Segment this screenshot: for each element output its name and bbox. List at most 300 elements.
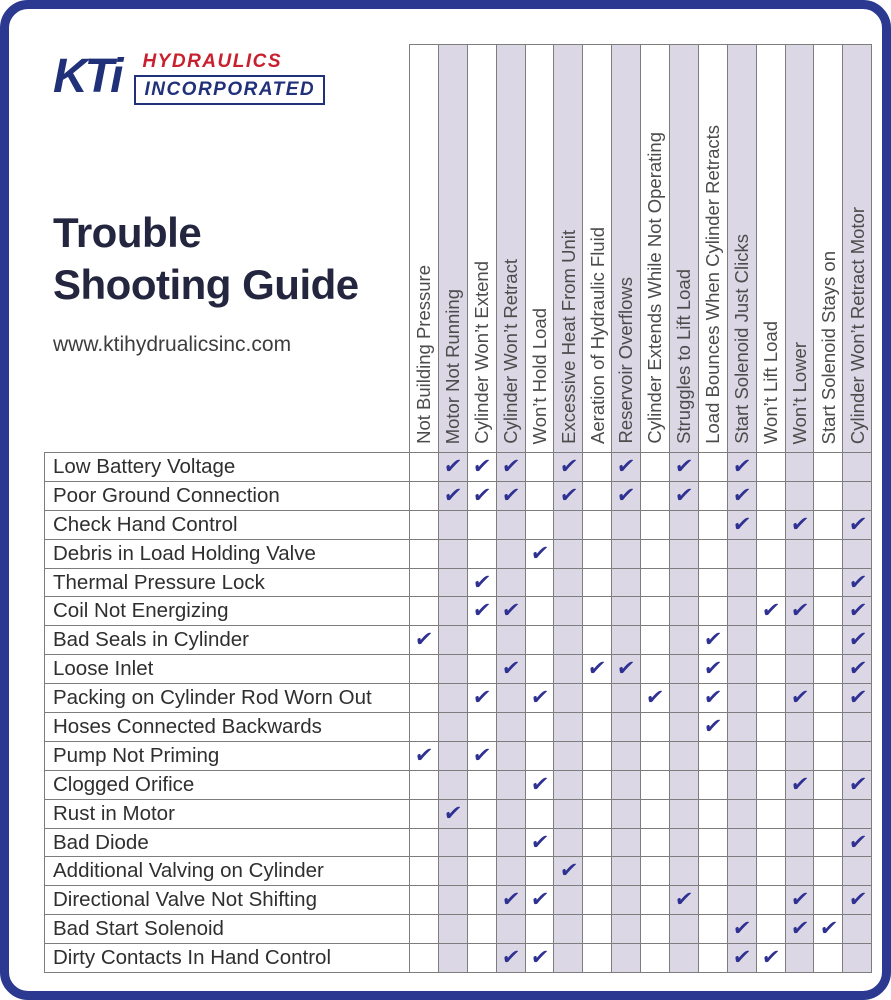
check-icon: ✔ — [846, 829, 868, 854]
matrix-cell — [438, 799, 467, 828]
matrix-cell — [496, 713, 525, 742]
matrix-cell — [467, 539, 496, 568]
matrix-cell — [698, 944, 727, 973]
matrix-cell — [410, 481, 439, 510]
matrix-cell — [438, 626, 467, 655]
matrix-cell — [525, 741, 554, 770]
matrix-cell — [583, 597, 612, 626]
matrix-cell — [612, 770, 641, 799]
matrix-corner — [45, 45, 410, 453]
matrix-cell — [496, 915, 525, 944]
matrix-cell — [583, 741, 612, 770]
matrix-cell — [641, 568, 670, 597]
matrix-cell — [525, 944, 554, 973]
check-icon: ✔ — [586, 656, 608, 681]
matrix-cell — [496, 510, 525, 539]
matrix-cell — [756, 915, 785, 944]
column-header — [467, 45, 496, 453]
column-header-label: Load Bounces When Cylinder Retracts — [702, 125, 724, 444]
matrix-cell — [698, 799, 727, 828]
matrix-cell — [438, 655, 467, 684]
matrix-cell — [467, 944, 496, 973]
check-icon: ✔ — [846, 627, 868, 652]
check-icon: ✔ — [731, 916, 753, 941]
row-label: Dirty Contacts In Hand Control — [45, 944, 410, 973]
row-label: Debris in Load Holding Valve — [45, 539, 410, 568]
matrix-cell — [756, 453, 785, 482]
matrix-cell — [438, 597, 467, 626]
check-icon: ✔ — [789, 887, 811, 912]
matrix-cell — [843, 857, 872, 886]
check-icon: ✔ — [789, 771, 811, 796]
matrix-cell — [814, 713, 843, 742]
matrix-cell — [525, 828, 554, 857]
matrix-cell — [467, 568, 496, 597]
matrix-cell — [785, 741, 814, 770]
matrix-cell — [410, 626, 439, 655]
matrix-cell — [756, 626, 785, 655]
matrix-cell — [438, 857, 467, 886]
matrix-cell — [410, 944, 439, 973]
matrix-cell — [727, 828, 756, 857]
check-icon: ✔ — [846, 685, 868, 710]
matrix-cell — [670, 713, 699, 742]
matrix-cell — [467, 770, 496, 799]
column-header-label: Won’t Hold Load — [528, 307, 550, 444]
matrix-cell — [525, 510, 554, 539]
matrix-cell — [525, 857, 554, 886]
matrix-cell — [670, 510, 699, 539]
matrix-cell — [525, 886, 554, 915]
matrix-cell — [410, 568, 439, 597]
matrix-cell — [438, 915, 467, 944]
matrix-cell — [670, 944, 699, 973]
matrix-row — [45, 626, 872, 655]
matrix-cell — [612, 713, 641, 742]
matrix-cell — [727, 857, 756, 886]
matrix-cell — [843, 886, 872, 915]
matrix-cell — [467, 857, 496, 886]
row-label: Bad Seals in Cylinder — [45, 626, 410, 655]
matrix-cell — [410, 915, 439, 944]
column-header-label: Excessive Heat From Unit — [557, 230, 579, 444]
check-icon: ✔ — [529, 829, 551, 854]
matrix-cell — [814, 915, 843, 944]
matrix-row — [45, 915, 872, 944]
check-icon: ✔ — [789, 685, 811, 710]
check-icon: ✔ — [760, 598, 782, 623]
row-label: Rust in Motor — [45, 799, 410, 828]
matrix-cell — [814, 886, 843, 915]
matrix-cell — [583, 684, 612, 713]
matrix-cell — [554, 626, 583, 655]
column-header-label: Cylinder Won’t Retract Motor — [846, 206, 868, 444]
matrix-cell — [727, 713, 756, 742]
matrix-cell — [814, 453, 843, 482]
matrix-cell — [756, 510, 785, 539]
matrix-cell — [641, 915, 670, 944]
matrix-cell — [583, 799, 612, 828]
check-icon: ✔ — [471, 742, 493, 767]
check-icon: ✔ — [789, 511, 811, 536]
matrix-cell — [698, 713, 727, 742]
column-header — [438, 45, 467, 453]
matrix-cell — [410, 857, 439, 886]
check-icon: ✔ — [413, 627, 435, 652]
matrix-cell — [525, 539, 554, 568]
matrix-cell — [814, 597, 843, 626]
matrix-cell — [583, 626, 612, 655]
matrix-cell — [756, 828, 785, 857]
logo-incorporated-text: INCORPORATED — [134, 77, 325, 105]
matrix-cell — [670, 626, 699, 655]
matrix-cell — [727, 944, 756, 973]
matrix-cell — [438, 828, 467, 857]
matrix-cell — [670, 857, 699, 886]
matrix-cell — [612, 799, 641, 828]
matrix-cell — [670, 655, 699, 684]
matrix-cell — [727, 886, 756, 915]
matrix-cell — [641, 539, 670, 568]
matrix-cell — [612, 886, 641, 915]
matrix-cell — [583, 510, 612, 539]
matrix-cell — [756, 799, 785, 828]
matrix-cell — [554, 453, 583, 482]
matrix-cell — [670, 568, 699, 597]
matrix-cell — [727, 799, 756, 828]
matrix-cell — [612, 626, 641, 655]
column-header — [641, 45, 670, 453]
column-header — [727, 45, 756, 453]
column-header-label: Won’t Lift Load — [759, 320, 781, 444]
matrix-cell — [612, 510, 641, 539]
row-label: Pump Not Priming — [45, 741, 410, 770]
check-icon: ✔ — [529, 685, 551, 710]
matrix-cell — [727, 539, 756, 568]
matrix-cell — [727, 568, 756, 597]
matrix-cell — [814, 684, 843, 713]
matrix-cell — [583, 770, 612, 799]
matrix-cell — [583, 713, 612, 742]
matrix-cell — [641, 886, 670, 915]
matrix-cell — [727, 597, 756, 626]
check-icon: ✔ — [471, 453, 493, 478]
matrix-cell — [554, 481, 583, 510]
column-header-label: Start Solenoid Just Clicks — [731, 234, 753, 444]
matrix-cell — [698, 828, 727, 857]
matrix-cell — [814, 770, 843, 799]
row-label: Coil Not Energizing — [45, 597, 410, 626]
matrix-cell — [814, 539, 843, 568]
column-header-label: Won’t Lower — [788, 341, 810, 444]
check-icon: ✔ — [500, 656, 522, 681]
matrix-cell — [496, 770, 525, 799]
matrix-cell — [727, 453, 756, 482]
column-header-label: Start Solenoid Stays on — [817, 250, 839, 444]
matrix-cell — [410, 799, 439, 828]
matrix-cell — [727, 915, 756, 944]
matrix-cell — [756, 481, 785, 510]
matrix-cell — [467, 453, 496, 482]
matrix-row — [45, 597, 872, 626]
matrix-cell — [641, 857, 670, 886]
check-icon: ✔ — [702, 713, 724, 738]
matrix-cell — [410, 655, 439, 684]
matrix-cell — [843, 655, 872, 684]
matrix-cell — [641, 453, 670, 482]
row-label: Poor Ground Connection — [45, 481, 410, 510]
check-icon: ✔ — [673, 887, 695, 912]
matrix-cell — [843, 626, 872, 655]
matrix-row — [45, 857, 872, 886]
check-icon: ✔ — [529, 771, 551, 796]
matrix-cell — [496, 568, 525, 597]
column-header-label: Not Building Pressure — [413, 265, 435, 444]
matrix-cell — [698, 684, 727, 713]
check-icon: ✔ — [846, 598, 868, 623]
matrix-cell — [641, 626, 670, 655]
matrix-cell — [583, 944, 612, 973]
matrix-cell — [525, 626, 554, 655]
matrix-cell — [554, 770, 583, 799]
column-header-label: Cylinder Won’t Retract — [499, 259, 521, 444]
matrix-cell — [727, 741, 756, 770]
matrix-cell — [410, 741, 439, 770]
check-icon: ✔ — [471, 685, 493, 710]
check-icon: ✔ — [673, 482, 695, 507]
matrix-row — [45, 944, 872, 973]
matrix-cell — [698, 568, 727, 597]
matrix-row — [45, 655, 872, 684]
matrix-cell — [670, 886, 699, 915]
column-header — [843, 45, 872, 453]
matrix-cell — [727, 770, 756, 799]
matrix-cell — [670, 453, 699, 482]
matrix-cell — [438, 481, 467, 510]
matrix-cell — [814, 626, 843, 655]
matrix-cell — [612, 828, 641, 857]
matrix-cell — [670, 684, 699, 713]
matrix-cell — [467, 799, 496, 828]
matrix-cell — [641, 684, 670, 713]
matrix-cell — [583, 886, 612, 915]
matrix-cell — [785, 597, 814, 626]
matrix-cell — [785, 684, 814, 713]
check-icon: ✔ — [529, 887, 551, 912]
matrix-cell — [698, 770, 727, 799]
row-label: Thermal Pressure Lock — [45, 568, 410, 597]
check-icon: ✔ — [442, 800, 464, 825]
row-label: Bad Diode — [45, 828, 410, 857]
check-icon: ✔ — [731, 453, 753, 478]
matrix-cell — [612, 944, 641, 973]
check-icon: ✔ — [529, 540, 551, 565]
check-icon: ✔ — [731, 482, 753, 507]
matrix-row — [45, 684, 872, 713]
matrix-cell — [583, 857, 612, 886]
matrix-cell — [698, 626, 727, 655]
column-header — [785, 45, 814, 453]
matrix-cell — [496, 828, 525, 857]
check-icon: ✔ — [731, 945, 753, 970]
matrix-cell — [641, 770, 670, 799]
matrix-row — [45, 828, 872, 857]
matrix-cell — [756, 741, 785, 770]
matrix-cell — [496, 886, 525, 915]
matrix-cell — [554, 684, 583, 713]
matrix-cell — [467, 915, 496, 944]
matrix-cell — [612, 741, 641, 770]
matrix-cell — [843, 944, 872, 973]
check-icon: ✔ — [500, 482, 522, 507]
matrix-cell — [785, 857, 814, 886]
matrix-cell — [814, 568, 843, 597]
check-icon: ✔ — [500, 453, 522, 478]
row-label: Directional Valve Not Shifting — [45, 886, 410, 915]
matrix-cell — [843, 453, 872, 482]
matrix-cell — [843, 713, 872, 742]
matrix-cell — [554, 655, 583, 684]
matrix-cell — [612, 915, 641, 944]
row-label: Additional Valving on Cylinder — [45, 857, 410, 886]
matrix-cell — [698, 915, 727, 944]
matrix-cell — [525, 684, 554, 713]
matrix-cell — [785, 915, 814, 944]
matrix-cell — [467, 886, 496, 915]
matrix-cell — [727, 481, 756, 510]
matrix-cell — [641, 944, 670, 973]
check-icon: ✔ — [442, 453, 464, 478]
column-header-label: Cylinder Won’t Extend — [471, 261, 493, 444]
column-header-label: Motor Not Running — [442, 288, 464, 444]
check-icon: ✔ — [615, 453, 637, 478]
matrix-cell — [814, 481, 843, 510]
matrix-cell — [785, 828, 814, 857]
matrix-cell — [612, 453, 641, 482]
row-label: Bad Start Solenoid — [45, 915, 410, 944]
matrix-cell — [670, 799, 699, 828]
matrix-cell — [583, 481, 612, 510]
matrix-row — [45, 741, 872, 770]
matrix-cell — [814, 799, 843, 828]
matrix-cell — [496, 944, 525, 973]
matrix-cell — [641, 799, 670, 828]
website-url: www.ktihydrualicsinc.com — [53, 333, 292, 356]
matrix-cell — [843, 770, 872, 799]
matrix-cell — [583, 568, 612, 597]
matrix-cell — [467, 510, 496, 539]
page-title-line2: Shooting Guide — [53, 261, 359, 309]
row-label: Check Hand Control — [45, 510, 410, 539]
check-icon: ✔ — [557, 453, 579, 478]
matrix-cell — [843, 741, 872, 770]
matrix-cell — [814, 655, 843, 684]
check-icon: ✔ — [673, 453, 695, 478]
matrix-cell — [756, 597, 785, 626]
column-header — [756, 45, 785, 453]
matrix-cell — [756, 539, 785, 568]
column-header-label: Reservoir Overflows — [615, 277, 637, 444]
matrix-cell — [410, 713, 439, 742]
matrix-cell — [785, 886, 814, 915]
matrix-cell — [756, 857, 785, 886]
matrix-cell — [641, 510, 670, 539]
matrix-cell — [496, 626, 525, 655]
matrix-cell — [554, 741, 583, 770]
page-title-line1: Trouble — [53, 209, 202, 256]
column-header — [583, 45, 612, 453]
check-icon: ✔ — [615, 482, 637, 507]
matrix-cell — [756, 568, 785, 597]
matrix-cell — [698, 510, 727, 539]
matrix-cell — [525, 799, 554, 828]
matrix-cell — [467, 741, 496, 770]
matrix-cell — [410, 510, 439, 539]
check-icon: ✔ — [702, 627, 724, 652]
matrix-cell — [641, 713, 670, 742]
column-header-label: Cylinder Extends While Not Operating — [644, 132, 666, 444]
matrix-row — [45, 539, 872, 568]
matrix-cell — [814, 828, 843, 857]
matrix-row — [45, 770, 872, 799]
matrix-cell — [785, 799, 814, 828]
matrix-cell — [698, 857, 727, 886]
matrix-cell — [438, 886, 467, 915]
matrix-cell — [814, 741, 843, 770]
matrix-cell — [554, 539, 583, 568]
matrix-cell — [727, 655, 756, 684]
matrix-cell — [554, 510, 583, 539]
matrix-cell — [785, 510, 814, 539]
matrix-cell — [410, 770, 439, 799]
matrix-cell — [670, 481, 699, 510]
matrix-cell — [698, 655, 727, 684]
matrix-cell — [554, 915, 583, 944]
matrix-cell — [467, 828, 496, 857]
check-icon: ✔ — [500, 945, 522, 970]
matrix-cell — [496, 655, 525, 684]
matrix-cell — [583, 453, 612, 482]
matrix-cell — [554, 944, 583, 973]
matrix-cell — [554, 828, 583, 857]
column-header — [410, 45, 439, 453]
matrix-cell — [641, 828, 670, 857]
kti-logo-mark: KTi — [53, 50, 121, 103]
matrix-cell — [756, 713, 785, 742]
matrix-cell — [756, 886, 785, 915]
row-label: Clogged Orifice — [45, 770, 410, 799]
matrix-cell — [554, 886, 583, 915]
matrix-cell — [525, 453, 554, 482]
column-header-label: Aeration of Hydraulic Fluid — [586, 227, 608, 444]
matrix-cell — [467, 626, 496, 655]
row-label: Hoses Connected Backwards — [45, 713, 410, 742]
matrix-cell — [785, 481, 814, 510]
check-icon: ✔ — [760, 945, 782, 970]
matrix-cell — [785, 568, 814, 597]
troubleshooting-matrix — [44, 44, 872, 973]
matrix-cell — [843, 915, 872, 944]
matrix-cell — [785, 944, 814, 973]
check-icon: ✔ — [529, 945, 551, 970]
matrix-cell — [785, 655, 814, 684]
matrix-cell — [843, 510, 872, 539]
matrix-cell — [554, 799, 583, 828]
matrix-row — [45, 481, 872, 510]
check-icon: ✔ — [500, 598, 522, 623]
matrix-cell — [727, 684, 756, 713]
matrix-cell — [438, 770, 467, 799]
